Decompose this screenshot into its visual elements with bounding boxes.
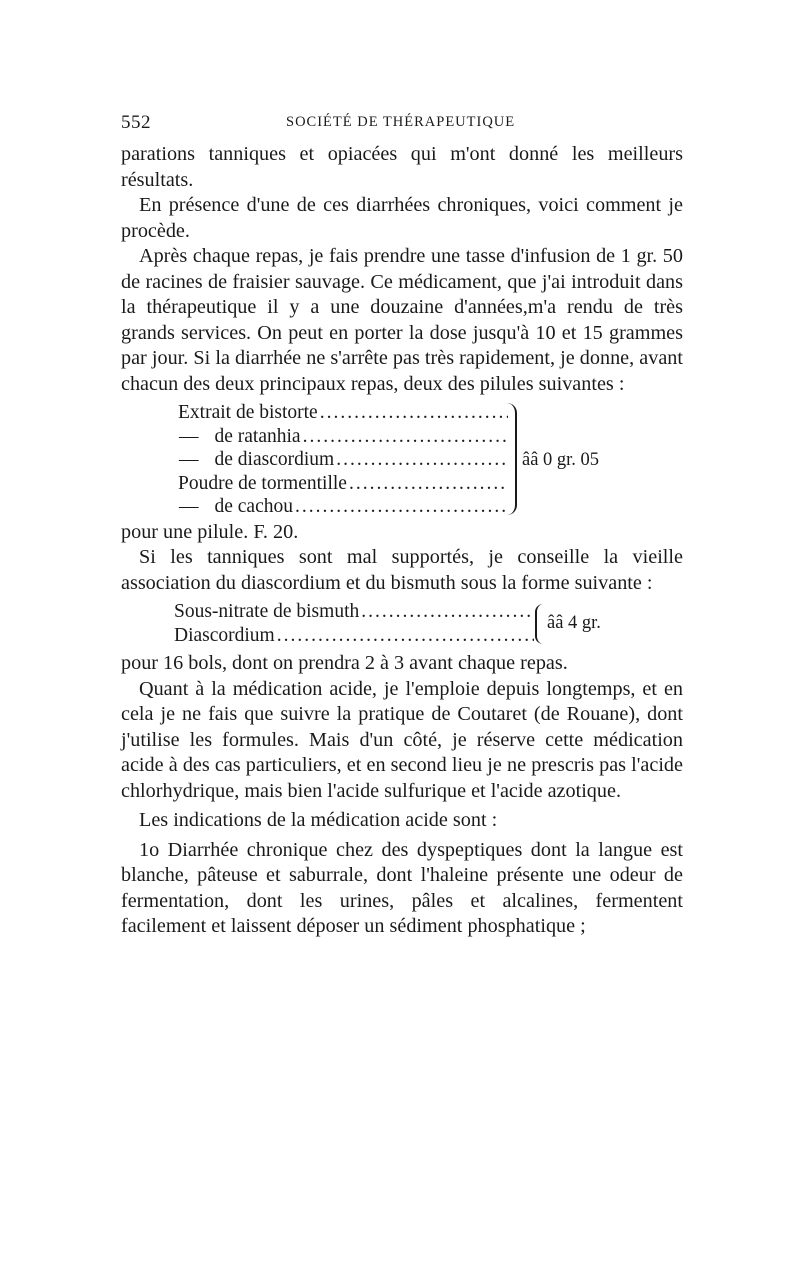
formula-line — [121, 472, 508, 496]
formula-line — [121, 448, 509, 472]
grouping-brace — [535, 604, 545, 644]
paragraph-2: En présence d'une de ces diarrhées chroniques, voici comment je procède. — [121, 194, 683, 242]
leader-dots — [349, 472, 508, 496]
formula-line — [121, 600, 534, 624]
formula-quantity: ââ 0 gr. 05 — [522, 450, 600, 470]
ingredient-name: de diascordium — [214, 449, 335, 470]
ingredient-name: Diascordium — [174, 624, 275, 646]
leader-dots — [303, 425, 509, 449]
leader-dots — [336, 448, 509, 472]
paragraph-1: parations tanniques et opiacées qui m'ont donné les meilleurs résultats. — [121, 143, 683, 191]
paragraph-6: pour 16 bols, dont on prendra 2 à 3 avant chaque repas. — [121, 652, 568, 674]
paragraph-7: Quant à la médication acide, je l'emploie depuis longtemps, et en cela je ne fais que suivre la pratique de Coutaret (de Rouane), dont j'utilise les formules. Mais d'un côté, je réserve cette médication acide à des cas particuliers, et en second lieu je ne prescris pas l'acide chlorhydrique, mais bien l'acide sulfurique et l'acide azotique. — [121, 677, 683, 802]
paragraph-3: Après chaque repas, je fais prendre une tasse d'infusion de 1 gr. 50 de racines de fraisier sauvage. Ce médicament, que j'ai introduit dans la thérapeutique il y a une douzaine d'années,m'a rendu de très grands services. On peut en porter la dose jusqu'à 10 et 15 grammes par jour. Si la diarrhée ne s'arrête pas très rapidement, je donne, avant chacun des deux principaux repas, deux des pilules suivantes : — [121, 245, 683, 395]
ingredient-name: Poudre de tormentille — [178, 472, 347, 494]
paragraph-8: Les indications de la médication acide sont : — [139, 809, 498, 831]
grouping-brace — [505, 403, 517, 515]
formula-line — [121, 425, 509, 449]
ingredient-name: Sous-nitrate de bismuth — [174, 601, 360, 622]
paragraph-4: pour une pilule. F. 20. — [121, 520, 299, 543]
formula-line — [121, 401, 508, 425]
leader-dots — [277, 624, 534, 648]
leader-dots — [320, 401, 508, 425]
ingredient-name: Extrait de bistorte — [178, 402, 318, 423]
formula-line — [121, 495, 509, 519]
formula-line — [121, 624, 534, 648]
ditto-dash: — — [179, 496, 199, 517]
book-page — [121, 112, 683, 940]
page-header — [121, 112, 683, 142]
ditto-dash: — — [179, 449, 199, 470]
ingredient-name: de ratanhia — [214, 425, 301, 447]
paragraph-9: 1o Diarrhée chronique chez des dyspeptiques dont la langue est blanche, pâteuse et saburrale, dont l'haleine présente une odeur de fermentation, dont les urines, pâles et alcalines, fermentent facilement et laissent déposer un sédiment phosphatique ; — [121, 838, 683, 937]
paragraph-5: Si les tanniques sont mal supportés, je conseille la vieille association du diascordium et du bismuth sous la forme suivante : — [121, 546, 683, 594]
leader-dots — [361, 600, 534, 624]
formula-quantity: ââ 4 gr. — [547, 613, 601, 633]
ingredient-name: de cachou — [214, 496, 293, 517]
bolus-formula — [121, 600, 683, 647]
running-title: SOCIÉTÉ DE THÉRAPEUTIQUE — [286, 114, 516, 130]
ditto-dash: — — [179, 425, 199, 447]
page-number: 552 — [121, 112, 151, 133]
leader-dots — [295, 495, 509, 519]
pill-formula — [121, 401, 683, 519]
